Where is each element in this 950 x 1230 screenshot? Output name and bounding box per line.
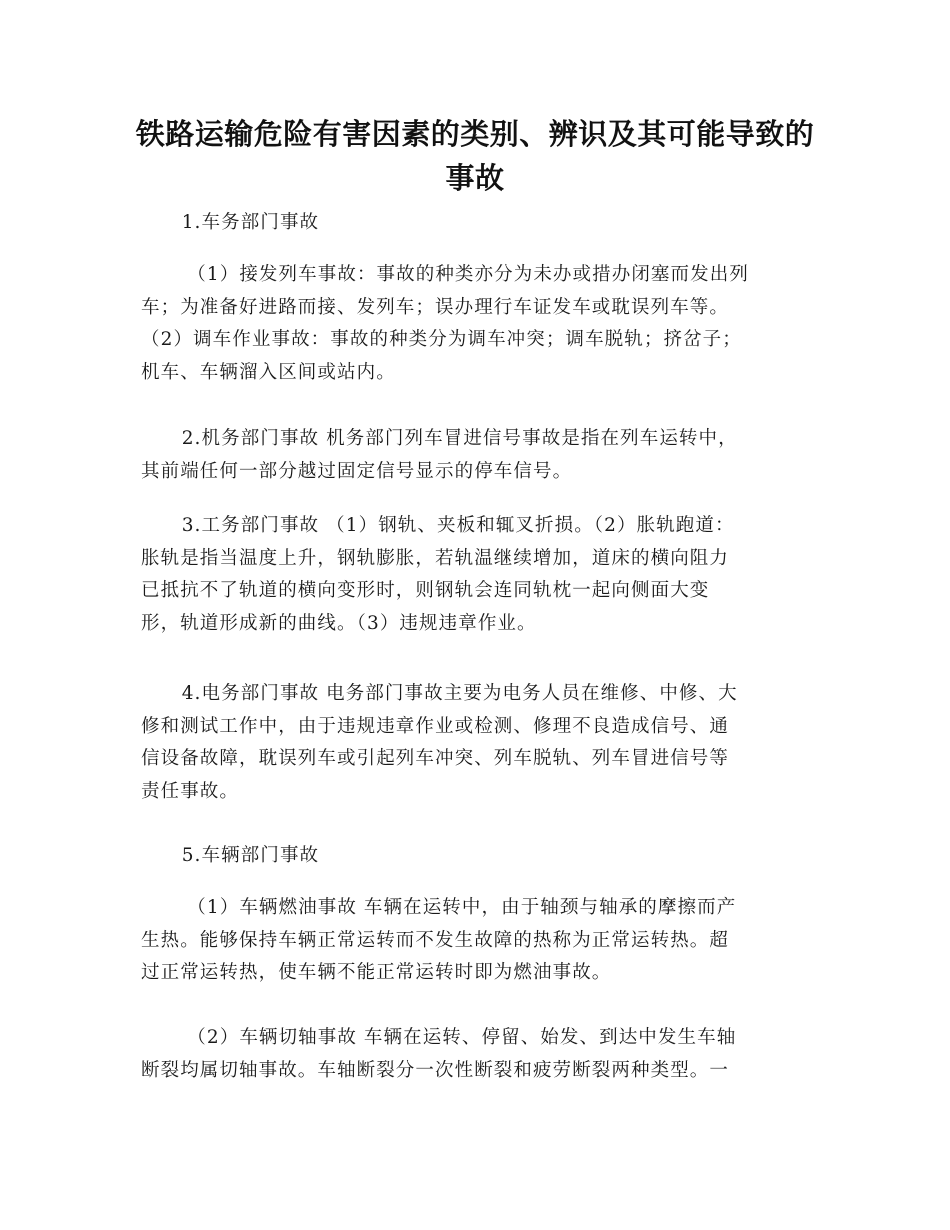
paragraph-dispatch-accidents bbox=[141, 259, 809, 389]
text-line: 过正常运转热，使车辆不能正常运转时即为燃油事故。 bbox=[141, 962, 612, 983]
paragraph-locomotive-accidents bbox=[141, 423, 809, 488]
paragraph-axle-break-accidents bbox=[141, 1022, 809, 1087]
text-line: 机车、车辆溜入区间或站内。 bbox=[141, 361, 396, 383]
text-line: 5.车辆部门事故 bbox=[181, 845, 320, 866]
text-line: 车；为准备好进路而接、发列车；误办理行车证发车或耽误列车等。 bbox=[141, 296, 730, 318]
text-line: 4.电务部门事故 电务部门事故主要为电务人员在维修、中修、大 bbox=[181, 683, 738, 704]
paragraph-hot-box-accidents bbox=[141, 892, 809, 990]
text-line: 其前端任何一部分越过固定信号显示的停车信号。 bbox=[141, 460, 573, 482]
text-line: （2）调车作业事故：事故的种类分为调车冲突；调车脱轨；挤岔子； bbox=[141, 329, 742, 350]
text-line: 2.机务部门事故 机务部门列车冒进信号事故是指在列车运转中， bbox=[181, 428, 738, 449]
text-line: 信设备故障，耽误列车或引起列车冲突、列车脱轨、列车冒进信号等 bbox=[141, 748, 730, 769]
text-line: 生热。能够保持车辆正常运转而不发生故障的热称为正常运转热。超 bbox=[141, 929, 730, 951]
text-line: 责任事故。 bbox=[141, 780, 240, 802]
text-line: 已抵抗不了轨道的横向变形时，则钢轨会连同轨枕一起向侧面大变 bbox=[141, 580, 710, 601]
text-line: 1.车务部门事故 bbox=[181, 212, 320, 233]
text-line: 修和测试工作中，由于违规违章作业或检测、修理不良造成信号、通 bbox=[141, 715, 730, 737]
text-line: （1）车辆燃油事故 车辆在运转中，由于轴颈与轴承的摩擦而产 bbox=[187, 897, 737, 918]
text-line: （1）接发列车事故：事故的种类亦分为未办或措办闭塞而发出列 bbox=[187, 264, 749, 285]
text-line: 断裂均属切轴事故。车轴断裂分一次性断裂和疲劳断裂两种类型。一 bbox=[141, 1059, 730, 1081]
text-line: 形，轨道形成新的曲线。（3）违规违章作业。 bbox=[141, 612, 537, 634]
document-title: 铁路运输危险有害因素的类别、辨识及其可能导致的事故 bbox=[135, 117, 815, 195]
paragraph-signal-accidents bbox=[141, 678, 809, 808]
paragraph-track-accidents bbox=[141, 510, 809, 640]
paragraph-section-1-heading bbox=[141, 207, 809, 240]
text-line: （2）车辆切轴事故 车辆在运转、停留、始发、到达中发生车轴 bbox=[187, 1027, 737, 1048]
paragraph-section-5-heading bbox=[141, 840, 809, 873]
text-line: 胀轨是指当温度上升，钢轨膨胀，若轨温继续增加，道床的横向阻力 bbox=[141, 547, 730, 569]
text-line: 3.工务部门事故 （1）钢轨、夹板和辄叉折损。（2）胀轨跑道： bbox=[181, 515, 735, 536]
